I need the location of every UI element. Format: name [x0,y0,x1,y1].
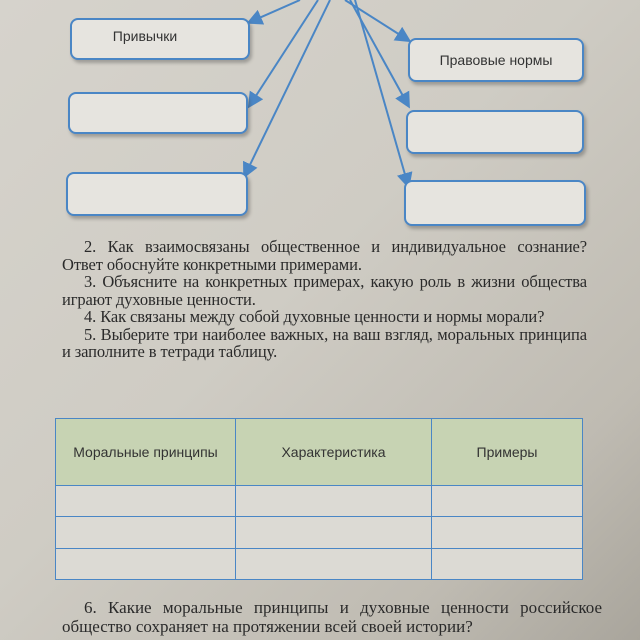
table-cell [432,548,583,579]
table-cell [236,486,432,517]
question-5: 5. Выберите три наиболее важных, на ваш взгляд, моральных принципа и заполните в тетради таблицу. [62,324,587,361]
questions-block [62,238,587,361]
diagram-box-legal-norms [408,38,584,82]
diagram-box-habits [70,18,250,60]
table-row [56,517,583,548]
table-cell [236,517,432,548]
question-2: 2. Как взаимосвязаны общественное и индивидуальное сознание? Ответ обоснуйте конкретными примерами. [62,237,587,274]
box-label: Правовые нормы [439,52,553,68]
table-cell [432,517,583,548]
diagram-box-empty [66,172,248,216]
box-label: Привычки [112,28,178,44]
diagram-box-empty [406,110,584,154]
table-cell [56,548,236,579]
table-cell [56,486,236,517]
moral-principles-table [55,418,583,580]
header-examples: Примеры [432,419,583,486]
table-row [56,548,583,579]
diagram-box-empty [68,92,248,134]
question-6: 6. Какие моральные принципы и духовные ценности российское общество сохраняет на протяжении всей своей истории? [62,598,602,636]
table-row [56,486,583,517]
table-cell [236,548,432,579]
diagram-box-empty [404,180,586,226]
header-moral-principles: Моральные принципы [56,419,236,486]
question-4: 4. Как связаны между собой духовные ценности и нормы морали? [84,307,545,326]
table-cell [56,517,236,548]
table-header-row [56,419,583,486]
header-characteristic: Характеристика [236,419,432,486]
table-cell [432,486,583,517]
question-3: 3. Объясните на конкретных примерах, какую роль в жизни общества играют духовные ценности. [62,272,587,309]
